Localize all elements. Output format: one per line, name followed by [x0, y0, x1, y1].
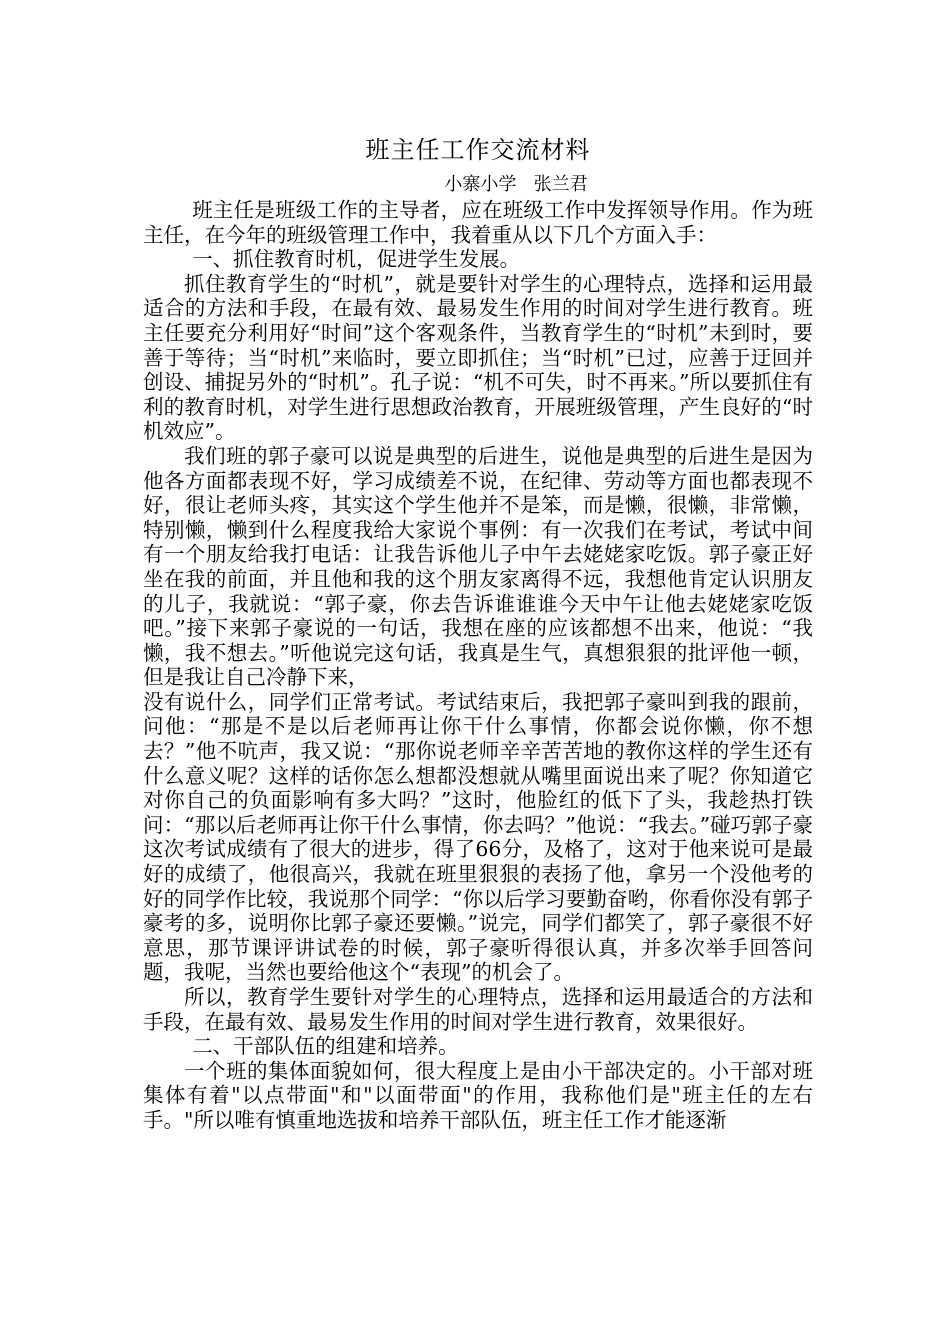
paragraph-timing: 抓住教育学生的“时机”，就是要针对学生的心理特点，选择和运用最适合的方法和手段，在最有效、最易发生作用的时间对学生进行教育。班主任要充分利用好“时间”这个客观条件，当教育学生的“时机”未到时，要善于等待；当“时机”来临时，要立即抓住；当“时机”已过，应善于迂回并创设、捕捉另外的“时机”。孔子说：“机不可失，时不再来。”所以要抓住有利的教育时机，对学生进行思想政治教育，开展班级管理，产生良好的“时机效应”。	[143, 271, 813, 444]
section-heading-1: 一、抓住教育时机，促进学生发展。	[192, 247, 521, 272]
document-page	[143, 130, 813, 1133]
section-heading-2: 二、干部队伍的组建和培养。	[192, 1034, 459, 1059]
document-body	[143, 198, 813, 1133]
paragraph-example-part-1: 我们班的郭子豪可以说是典型的后进生，说他是典型的后进生是因为他各方面都表现不好，学习成绩差不说，在纪律、劳动等方面也都表现不好，很让老师头疼，其实这个学生他并不是笨，而是懒，很懒，非常懒，特别懒，懒到什么程度我给大家说个事例：有一次我们在考试，考试中间有一个朋友给我打电话：让我告诉他儿子中午去姥姥家吃饭。郭子豪正好坐在我的前面，并且他和我的这个朋友家离得不远，我想他肯定认识朋友的儿子，我就说：“郭子豪，你去告诉谁谁谁今天中午让他去姥姥家吃饭吧。”接下来郭子豪说的一句话，我想在座的应该都想不出来，他说：“我懒，我不想去。”听他说完这句话，我真是生气，真想狠狠的批评他一顿，但是我让自己冷静下来，	[143, 443, 813, 690]
paragraph-cadre: 一个班的集体面貌如何，很大程度上是由小干部决定的。小干部对班集体有着"以点带面"和"以面带面"的作用，我称他们是"班主任的左右手。"所以唯有慎重地选拔和培养干部队伍，班主任工作才能逐渐	[143, 1058, 813, 1132]
paragraph-conclusion: 所以，教育学生要针对学生的心理特点，选择和运用最适合的方法和手段，在最有效、最易发生作用的时间对学生进行教育，效果很好。	[143, 985, 813, 1034]
document-title: 班主任工作交流材料	[365, 136, 591, 164]
paragraph-intro: 班主任是班级工作的主导者，应在班级工作中发挥领导作用。作为班主任，在今年的班级管理工作中，我着重从以下几个方面入手：	[143, 198, 813, 247]
paragraph-example-part-2: 没有说什么，同学们正常考试。考试结束后，我把郭子豪叫到我的跟前，问他：“那是不是以后老师再让你干什么事情，你都会说你懒，你不想去？”他不吭声，我又说：“那你说老师辛辛苦苦地的教你这样的学生还有什么意义呢？这样的话你怎么想都没想就从嘴里面说出来了呢？你知道它对你自己的负面影响有多大吗？”这时，他脸红的低下了头，我趁热打铁问：“那以后老师再让你干什么事情，你去吗？”他说：“我去。”碰巧郭子豪这次考试成绩有了很大的进步，得了66分，及格了，这对于他来说可是最好的成绩了，他很高兴，我就在班里狠狠的表扬了他，拿另一个没他考的好的同学作比较，我说那个同学：“你以后学习要勤奋哟，你看你没有郭子豪考的多，说明你比郭子豪还要懒。”说完，同学们都笑了，郭子豪很不好意思，那节课评讲试卷的时候，郭子豪听得很认真，并多次举手回答问题，我呢，当然也要给他这个“表现”的机会了。	[143, 689, 813, 985]
document-author: 小寨小学 张兰君	[444, 174, 588, 195]
